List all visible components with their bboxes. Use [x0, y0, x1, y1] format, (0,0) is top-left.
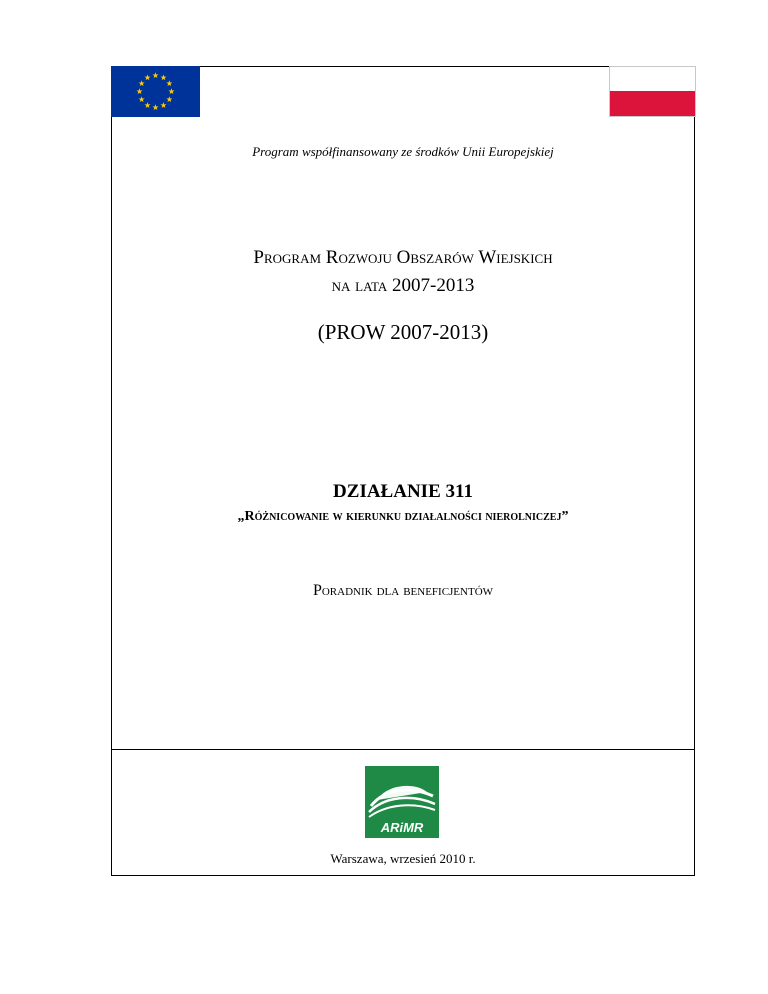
eu-star — [144, 74, 150, 80]
action-name: „Różnicowanie w kierunku działalności nierolniczej” — [237, 509, 569, 524]
eu-star — [139, 80, 145, 86]
program-title-line1: Program Rozwoju Obszarów Wiejskich — [253, 247, 553, 268]
program-abbreviation: (PROW 2007-2013) — [317, 320, 489, 344]
eu-star — [160, 74, 166, 80]
program-title-line2: na lata 2007-2013 — [331, 275, 475, 296]
section-divider — [112, 749, 694, 750]
eu-star — [139, 96, 145, 102]
poland-flag-icon — [609, 66, 696, 117]
guide-subtitle: Poradnik dla beneficjentów — [312, 582, 494, 599]
cofinance-note: Program współfinansowany ze środków Unii Europejskiej — [252, 144, 554, 159]
action-number: DZIAŁANIE 311 — [333, 481, 473, 502]
eu-star — [144, 102, 150, 108]
eu-star — [152, 72, 158, 78]
eu-star — [166, 96, 172, 102]
place-and-date: Warszawa, wrzesień 2010 r. — [330, 851, 476, 866]
eu-star — [152, 104, 158, 110]
eu-star — [160, 102, 166, 108]
eu-flag-icon — [111, 66, 200, 117]
arimr-logo-icon — [365, 766, 439, 838]
logo-text: ARiMR — [380, 820, 424, 835]
eu-star — [168, 88, 174, 94]
poland-flag-red-stripe — [610, 91, 695, 116]
eu-star — [166, 80, 172, 86]
cover-frame — [111, 66, 695, 876]
eu-star — [136, 88, 142, 94]
